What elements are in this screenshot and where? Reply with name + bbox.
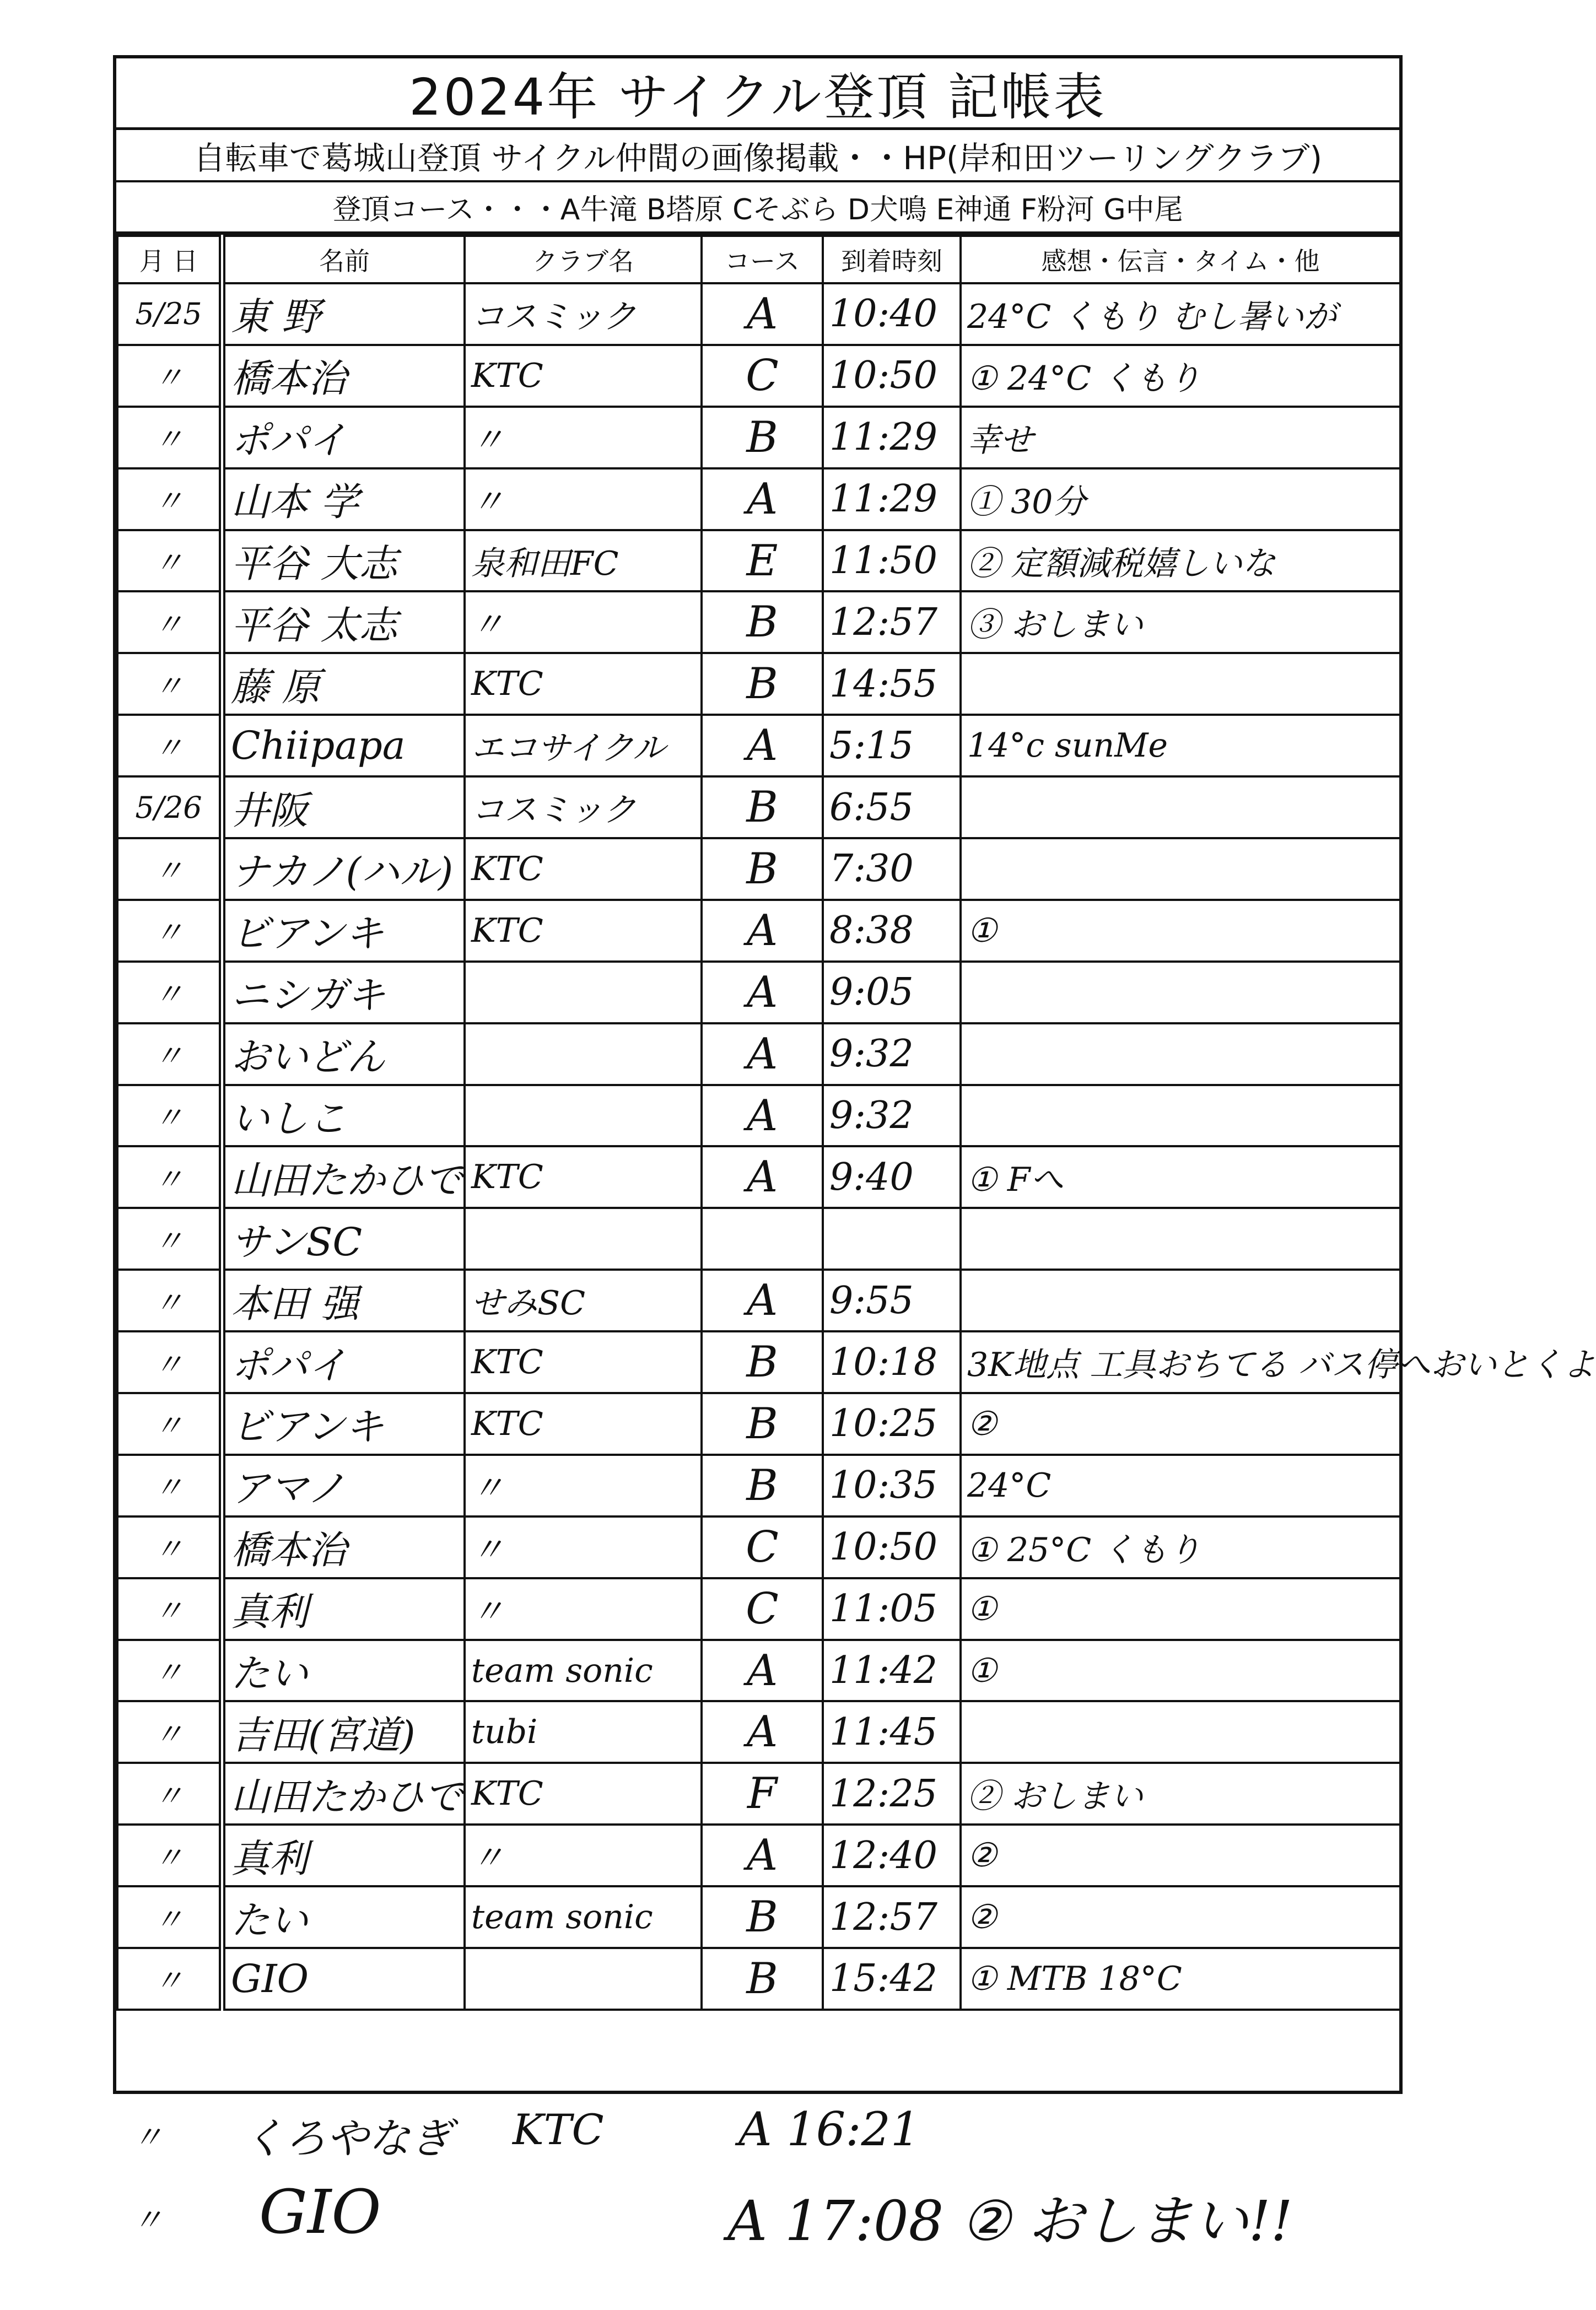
- entry-name: いしこ: [222, 1085, 465, 1147]
- entry-date: 〃: [117, 1146, 222, 1208]
- table-row: [117, 1516, 1400, 1578]
- entry-name: 吉田(宮道): [222, 1701, 465, 1763]
- entry-comment: ① 25°C くもり: [961, 1516, 1400, 1578]
- extra-date-2: 〃: [132, 2203, 163, 2238]
- entry-date: 〃: [117, 962, 222, 1023]
- entry-name: 真利: [222, 1578, 465, 1640]
- entry-course: A: [702, 715, 823, 776]
- entry-club: 泉和田FC: [465, 530, 702, 592]
- entry-date: 〃: [117, 1393, 222, 1455]
- entry-course: B: [702, 1948, 823, 2010]
- table-row: [117, 345, 1400, 407]
- table-row: [117, 283, 1400, 345]
- entry-name: 平谷 太志: [222, 591, 465, 653]
- table-row: [117, 1455, 1400, 1516]
- entry-date: 〃: [117, 900, 222, 962]
- entry-arrival-time: 12:57: [823, 591, 961, 653]
- entry-course: E: [702, 530, 823, 592]
- entry-comment: [961, 1701, 1400, 1763]
- table-row: [117, 715, 1400, 776]
- entry-name: ポパイ: [222, 407, 465, 468]
- table-row: [117, 900, 1400, 962]
- extra-date-1: 〃: [132, 2120, 163, 2156]
- entry-arrival-time: 9:40: [823, 1146, 961, 1208]
- entry-arrival-time: 10:50: [823, 1516, 961, 1578]
- table-row: [117, 1331, 1400, 1393]
- entry-club: tubi: [465, 1701, 702, 1763]
- extra-name-2: GIO: [259, 2177, 381, 2247]
- entry-arrival-time: 14:55: [823, 653, 961, 715]
- entry-course: B: [702, 407, 823, 468]
- entry-date: 5/25: [117, 283, 222, 345]
- table-row: [117, 838, 1400, 900]
- entry-course: A: [702, 1701, 823, 1763]
- entry-comment: [961, 1023, 1400, 1085]
- entry-course: C: [702, 1516, 823, 1578]
- entry-club: 〃: [465, 468, 702, 530]
- entry-comment: 幸せ: [961, 407, 1400, 468]
- log-body: [117, 283, 1596, 2010]
- header-comment: 感想・伝言・タイム・他: [961, 236, 1400, 283]
- entry-date: 〃: [117, 1085, 222, 1147]
- entry-name: ビアンキ: [222, 900, 465, 962]
- entry-arrival-time: 12:25: [823, 1763, 961, 1825]
- table-row: [117, 1948, 1400, 2010]
- entry-name: たい: [222, 1640, 465, 1702]
- entry-name: アマノ: [222, 1455, 465, 1516]
- entry-course: B: [702, 776, 823, 838]
- entry-club: 〃: [465, 1516, 702, 1578]
- entry-comment: [961, 653, 1400, 715]
- table-row: [117, 1270, 1400, 1331]
- entry-arrival-time: 9:55: [823, 1270, 961, 1331]
- entry-date: 〃: [117, 407, 222, 468]
- entry-date: 〃: [117, 1825, 222, 1886]
- sheet-title: 2024年 サイクル登頂 記帳表: [116, 58, 1399, 130]
- entry-date: 〃: [117, 1516, 222, 1578]
- entry-date: 〃: [117, 1023, 222, 1085]
- entry-course: C: [702, 1578, 823, 1640]
- entry-club: KTC: [465, 1331, 702, 1393]
- entry-comment: [961, 962, 1400, 1023]
- entry-club: KTC: [465, 653, 702, 715]
- table-row: [117, 1886, 1400, 1948]
- entry-club: [465, 1023, 702, 1085]
- entry-date: 〃: [117, 345, 222, 407]
- entry-comment: ① 30分: [961, 468, 1400, 530]
- entry-comment: ②: [961, 1393, 1400, 1455]
- entry-arrival-time: 9:32: [823, 1023, 961, 1085]
- entry-course: A: [702, 1146, 823, 1208]
- entry-comment: [961, 1208, 1400, 1270]
- entry-arrival-time: 11:42: [823, 1640, 961, 1702]
- entry-course: B: [702, 1393, 823, 1455]
- entry-club: 〃: [465, 407, 702, 468]
- entry-date: 〃: [117, 591, 222, 653]
- entry-club: 〃: [465, 1455, 702, 1516]
- table-row: [117, 530, 1400, 592]
- table-row: [117, 1146, 1400, 1208]
- entry-course: A: [702, 1825, 823, 1886]
- header-club: クラブ名: [465, 236, 702, 283]
- entry-course: A: [702, 1085, 823, 1147]
- entry-course: B: [702, 653, 823, 715]
- header-date: 月 日: [117, 236, 222, 283]
- entry-date: 〃: [117, 1455, 222, 1516]
- table-row: [117, 407, 1400, 468]
- entry-arrival-time: 9:05: [823, 962, 961, 1023]
- extra-club-1: KTC: [513, 2105, 604, 2154]
- entry-date: 〃: [117, 1640, 222, 1702]
- entry-course: B: [702, 1455, 823, 1516]
- entry-arrival-time: 6:55: [823, 776, 961, 838]
- entry-name: おいどん: [222, 1023, 465, 1085]
- entry-date: 〃: [117, 468, 222, 530]
- entry-comment: ①: [961, 1578, 1400, 1640]
- entry-name: ビアンキ: [222, 1393, 465, 1455]
- entry-name: たい: [222, 1886, 465, 1948]
- entry-comment: [961, 776, 1400, 838]
- entry-club: KTC: [465, 1763, 702, 1825]
- entry-comment: 24°C くもり むし暑いが: [961, 283, 1400, 345]
- entry-course: A: [702, 1640, 823, 1702]
- entry-date: 〃: [117, 1701, 222, 1763]
- entry-date: 〃: [117, 838, 222, 900]
- entry-comment: 24°C: [961, 1455, 1400, 1516]
- entry-name: 山田たかひで: [222, 1763, 465, 1825]
- entry-arrival-time: 12:57: [823, 1886, 961, 1948]
- entry-name: サンSC: [222, 1208, 465, 1270]
- entry-name: 平谷 大志: [222, 530, 465, 592]
- entry-name: Chiipapa: [222, 715, 465, 776]
- header-arrival: 到着時刻: [823, 236, 961, 283]
- entry-date: 〃: [117, 1270, 222, 1331]
- entry-comment: [961, 1270, 1400, 1331]
- entry-comment: 3K地点 工具おちてる バス停へおいとくよ: [961, 1331, 1400, 1393]
- entry-arrival-time: 15:42: [823, 1948, 961, 2010]
- entry-comment: ③ おしまい: [961, 591, 1400, 653]
- sheet-subtitle: 自転車で葛城山登頂 サイクル仲間の画像掲載・・HP(岸和田ツーリングクラブ): [116, 130, 1399, 182]
- entry-club: エコサイクル: [465, 715, 702, 776]
- table-row: [117, 1393, 1400, 1455]
- entry-arrival-time: 11:29: [823, 468, 961, 530]
- entry-club: KTC: [465, 838, 702, 900]
- entry-comment: 14°c sunMe: [961, 715, 1400, 776]
- table-row: [117, 1763, 1400, 1825]
- entry-comment: ① MTB 18°C: [961, 1948, 1400, 2010]
- entry-club: team sonic: [465, 1886, 702, 1948]
- entry-comment: ①: [961, 1640, 1400, 1702]
- table-row: [117, 1023, 1400, 1085]
- entry-date: 〃: [117, 1886, 222, 1948]
- entry-comment: ①: [961, 900, 1400, 962]
- table-row: [117, 776, 1400, 838]
- log-table: [116, 235, 1596, 2011]
- entry-comment: ②: [961, 1886, 1400, 1948]
- extra-entry-2: A 17:08 ② おしまい!!: [727, 2189, 1293, 2253]
- entry-name: ナカノ(ハル): [222, 838, 465, 900]
- entry-club: せみSC: [465, 1270, 702, 1331]
- entry-date: 〃: [117, 530, 222, 592]
- entry-course: F: [702, 1763, 823, 1825]
- entry-name: 山田たかひで: [222, 1146, 465, 1208]
- entry-course: A: [702, 1270, 823, 1331]
- header-course: コース: [702, 236, 823, 283]
- entry-club: コスミック: [465, 283, 702, 345]
- entry-club: KTC: [465, 345, 702, 407]
- entry-course: A: [702, 283, 823, 345]
- entry-comment: [961, 838, 1400, 900]
- entry-arrival-time: 10:50: [823, 345, 961, 407]
- entry-date: 〃: [117, 1948, 222, 2010]
- entry-name: GIO: [222, 1948, 465, 2010]
- entry-club: KTC: [465, 1393, 702, 1455]
- entry-date: 〃: [117, 653, 222, 715]
- entry-arrival-time: 10:18: [823, 1331, 961, 1393]
- entry-arrival-time: 10:40: [823, 283, 961, 345]
- extra-name-1: くろやなぎ: [242, 2114, 452, 2163]
- entry-comment: ① 24°C くもり: [961, 345, 1400, 407]
- entry-comment: ② おしまい: [961, 1763, 1400, 1825]
- entry-club: [465, 1948, 702, 2010]
- entry-name: ニシガキ: [222, 962, 465, 1023]
- entry-name: 橋本治: [222, 1516, 465, 1578]
- table-row: [117, 1825, 1400, 1886]
- entry-arrival-time: 9:32: [823, 1085, 961, 1147]
- entry-arrival-time: 11:50: [823, 530, 961, 592]
- table-row: [117, 1085, 1400, 1147]
- entry-name: 井阪: [222, 776, 465, 838]
- entry-arrival-time: 10:35: [823, 1455, 961, 1516]
- entry-club: コスミック: [465, 776, 702, 838]
- entry-arrival-time: 10:25: [823, 1393, 961, 1455]
- entry-comment: ②: [961, 1825, 1400, 1886]
- entry-course: B: [702, 591, 823, 653]
- entry-arrival-time: [823, 1208, 961, 1270]
- entry-date: 〃: [117, 1208, 222, 1270]
- entry-date: 〃: [117, 715, 222, 776]
- entry-name: 山本 学: [222, 468, 465, 530]
- entry-arrival-time: 5:15: [823, 715, 961, 776]
- log-sheet: [113, 55, 1596, 2094]
- table-row: [117, 468, 1400, 530]
- entry-arrival-time: 12:40: [823, 1825, 961, 1886]
- entry-date: 〃: [117, 1331, 222, 1393]
- table-row: [117, 591, 1400, 653]
- table-row: [117, 653, 1400, 715]
- entry-comment: ② 定額減税嬉しいな: [961, 530, 1400, 592]
- entry-arrival-time: 7:30: [823, 838, 961, 900]
- entry-course: A: [702, 1023, 823, 1085]
- table-row: [117, 1208, 1400, 1270]
- entry-club: 〃: [465, 591, 702, 653]
- entry-course: A: [702, 962, 823, 1023]
- table-row: [117, 1578, 1400, 1640]
- entry-course: B: [702, 1331, 823, 1393]
- entry-arrival-time: 11:29: [823, 407, 961, 468]
- entry-arrival-time: 8:38: [823, 900, 961, 962]
- header-name: 名前: [222, 236, 465, 283]
- entry-club: team sonic: [465, 1640, 702, 1702]
- header-row: [117, 236, 1400, 283]
- entry-club: [465, 962, 702, 1023]
- entry-name: 本田 强: [222, 1270, 465, 1331]
- entry-date: 〃: [117, 1763, 222, 1825]
- entry-course: A: [702, 468, 823, 530]
- entry-name: 橋本治: [222, 345, 465, 407]
- entry-name: 真利: [222, 1825, 465, 1886]
- entry-club: 〃: [465, 1578, 702, 1640]
- entry-course: [702, 1208, 823, 1270]
- entry-club: [465, 1208, 702, 1270]
- entry-course: A: [702, 900, 823, 962]
- entry-club: 〃: [465, 1825, 702, 1886]
- entry-course: C: [702, 345, 823, 407]
- table-row: [117, 962, 1400, 1023]
- entry-comment: ① Fへ: [961, 1146, 1400, 1208]
- entry-club: KTC: [465, 1146, 702, 1208]
- entry-arrival-time: 11:45: [823, 1701, 961, 1763]
- table-row: [117, 1701, 1400, 1763]
- entry-name: 東 野: [222, 283, 465, 345]
- entry-name: ポパイ: [222, 1331, 465, 1393]
- entry-course: B: [702, 838, 823, 900]
- extra-entry-1: A 16:21: [738, 2102, 920, 2156]
- entry-club: [465, 1085, 702, 1147]
- table-row: [117, 1640, 1400, 1702]
- entry-arrival-time: 11:05: [823, 1578, 961, 1640]
- entry-date: 5/26: [117, 776, 222, 838]
- entry-name: 藤 原: [222, 653, 465, 715]
- entry-comment: [961, 1085, 1400, 1147]
- entry-club: KTC: [465, 900, 702, 962]
- entry-date: 〃: [117, 1578, 222, 1640]
- entry-course: B: [702, 1886, 823, 1948]
- course-legend: 登頂コース・・・A牛滝 B塔原 Cそぶら D犬鳴 E神通 F粉河 G中尾: [116, 182, 1399, 235]
